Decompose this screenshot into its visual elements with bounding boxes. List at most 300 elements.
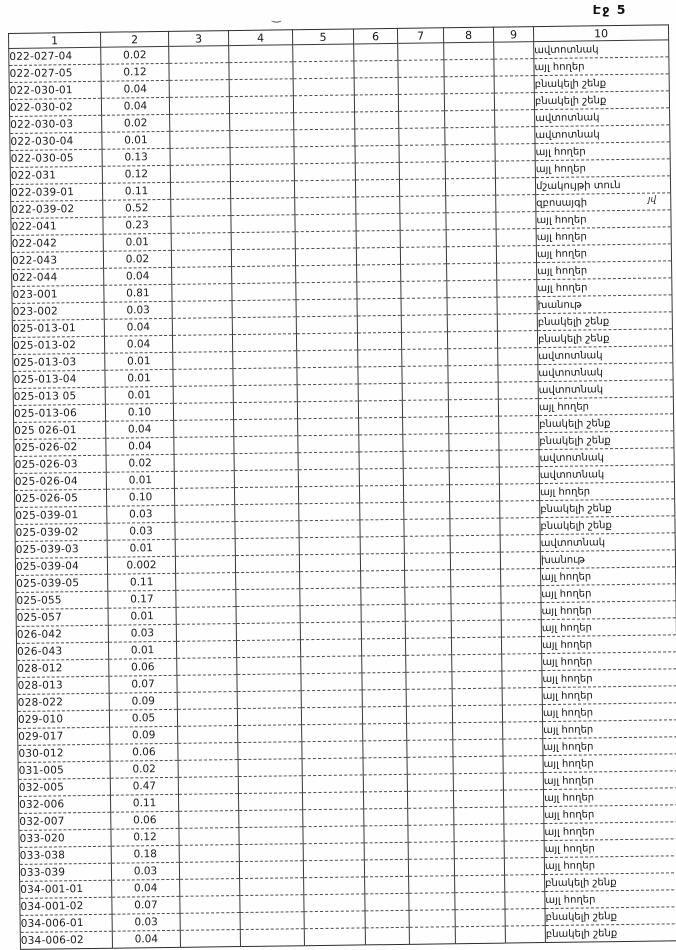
cell-land-use: ավտոտնակ	[538, 380, 673, 399]
cell-parcel-code: 025-026-02	[14, 438, 106, 456]
cell-empty	[360, 553, 404, 571]
cell-area-value: 0.01	[108, 607, 176, 625]
cell-parcel-code: 022-039-01	[10, 183, 102, 201]
cell-empty	[175, 522, 235, 540]
cell-area-value: 0.12	[111, 828, 179, 846]
cell-empty	[364, 825, 408, 843]
cell-area-value: 0.07	[109, 675, 177, 693]
cell-parcel-code: 034-001-01	[20, 880, 112, 898]
cell-empty	[501, 586, 541, 604]
cell-empty	[178, 760, 238, 778]
cell-land-use: բնակելի շենք	[540, 516, 675, 535]
cell-empty	[172, 301, 232, 319]
cell-land-use: այլ հողեր	[541, 601, 676, 620]
cell-empty	[169, 97, 229, 115]
cell-empty	[365, 893, 409, 911]
cell-area-value: 0.05	[109, 709, 177, 727]
cell-area-value: 0.09	[109, 692, 177, 710]
cell-empty	[234, 419, 298, 437]
cell-empty	[495, 178, 535, 196]
cell-empty	[172, 335, 232, 353]
cell-empty	[293, 78, 354, 96]
cell-empty	[299, 503, 360, 521]
cell-area-value: 0.03	[107, 505, 175, 523]
cell-empty	[304, 928, 365, 946]
cell-empty	[301, 690, 362, 708]
cell-area-value: 0.02	[101, 46, 169, 64]
cell-empty	[294, 112, 355, 130]
cell-empty	[399, 128, 445, 146]
cell-empty	[360, 536, 404, 554]
cell-empty	[454, 824, 504, 842]
cell-land-use: այլ հողեր	[542, 686, 676, 705]
cell-empty	[504, 807, 544, 825]
cell-land-use: այլ հողեր	[536, 210, 671, 229]
cell-area-value: 0.12	[101, 63, 169, 81]
cell-empty	[498, 365, 538, 383]
cell-empty	[174, 420, 234, 438]
cell-empty	[405, 638, 451, 656]
cell-empty	[303, 826, 364, 844]
cell-parcel-code: 025-026-03	[14, 455, 106, 473]
cell-empty	[301, 707, 362, 725]
cell-area-value: 0.11	[110, 794, 178, 812]
cell-parcel-code: 022-042	[11, 234, 103, 252]
cell-area-value: 0.04	[101, 80, 169, 98]
cell-empty	[232, 317, 296, 335]
cell-parcel-code: 030-012	[18, 744, 110, 762]
cell-empty	[402, 349, 448, 367]
cell-empty	[402, 383, 448, 401]
cell-parcel-code: 025-039-03	[15, 540, 107, 558]
cell-parcel-code: 032-007	[19, 812, 111, 830]
cell-empty	[502, 654, 542, 672]
cell-empty	[169, 80, 229, 98]
cell-parcel-code: 033-039	[19, 863, 111, 881]
cell-empty	[406, 706, 452, 724]
cell-empty	[237, 708, 301, 726]
cell-empty	[301, 673, 362, 691]
cell-empty	[453, 756, 503, 774]
column-header: 5	[292, 29, 353, 45]
cell-parcel-code: 025-013-02	[12, 336, 104, 354]
cell-land-use: այլ հողեր	[542, 652, 676, 671]
cell-empty	[177, 709, 237, 727]
cell-empty	[298, 486, 359, 504]
cell-area-value: 0.04	[106, 437, 174, 455]
cell-empty	[496, 195, 536, 213]
cell-empty	[361, 604, 405, 622]
cell-area-value: 0.03	[104, 301, 172, 319]
cell-land-use: բնակելի շենք	[537, 329, 672, 348]
cell-empty	[407, 774, 453, 792]
cell-empty	[407, 723, 453, 741]
cell-empty	[363, 723, 407, 741]
cell-empty	[495, 127, 535, 145]
cell-empty	[237, 691, 301, 709]
cell-empty	[354, 43, 398, 61]
cell-empty	[455, 875, 505, 893]
cell-empty	[447, 280, 497, 298]
cell-empty	[455, 909, 505, 927]
table-body	[9, 40, 676, 950]
cell-empty	[296, 265, 357, 283]
cell-empty	[178, 777, 238, 795]
cell-empty	[401, 332, 447, 350]
cell-empty	[234, 436, 298, 454]
cell-empty	[302, 775, 363, 793]
cell-empty	[398, 60, 444, 78]
cell-empty	[303, 809, 364, 827]
cell-empty	[449, 416, 499, 434]
cell-empty	[239, 844, 303, 862]
cell-land-use: այլ հողեր	[534, 57, 669, 76]
cell-empty	[300, 605, 361, 623]
cell-empty	[449, 484, 499, 502]
cell-empty	[234, 470, 298, 488]
cell-parcel-code: 034-001-02	[20, 897, 112, 915]
cell-land-use: այլ հողեր	[545, 890, 676, 909]
cell-parcel-code: 025-039-05	[16, 574, 108, 592]
cell-area-value: 0.002	[107, 556, 175, 574]
cell-empty	[357, 298, 401, 316]
cell-empty	[301, 656, 362, 674]
cell-empty	[449, 433, 499, 451]
cell-area-value: 0.02	[102, 114, 170, 132]
cell-empty	[500, 552, 540, 570]
cell-empty	[361, 587, 405, 605]
cell-empty	[455, 892, 505, 910]
cell-empty	[232, 334, 296, 352]
cell-empty	[240, 878, 304, 896]
cell-empty	[364, 859, 408, 877]
cell-empty	[405, 621, 451, 639]
cell-empty	[401, 315, 447, 333]
cell-empty	[356, 213, 400, 231]
cell-empty	[497, 263, 537, 281]
column-header: 6	[353, 28, 397, 44]
cell-empty	[357, 315, 401, 333]
cell-empty	[448, 399, 498, 417]
cell-empty	[501, 620, 541, 638]
cell-empty	[361, 638, 405, 656]
cell-area-value: 0.06	[109, 658, 177, 676]
cell-empty	[295, 197, 356, 215]
cell-empty	[236, 640, 300, 658]
cell-area-value: 0.01	[102, 131, 170, 149]
cell-empty	[300, 622, 361, 640]
cell-land-use: ավտոտնակ	[538, 363, 673, 382]
cell-empty	[362, 706, 406, 724]
cell-empty	[400, 230, 446, 248]
cell-land-use: այլ հողեր	[538, 397, 673, 416]
cell-empty	[235, 538, 299, 556]
cell-empty	[296, 282, 357, 300]
cell-land-use: բնակելի շենք	[534, 74, 669, 93]
cell-parcel-code: 022-039-02	[11, 200, 103, 218]
cell-empty	[233, 351, 297, 369]
cell-empty	[398, 94, 444, 112]
cell-empty	[357, 264, 401, 282]
cell-empty	[229, 62, 293, 80]
cell-area-value: 0.04	[104, 335, 172, 353]
cell-empty	[170, 182, 230, 200]
cell-empty	[355, 145, 399, 163]
cell-empty	[445, 144, 495, 162]
cell-empty	[505, 875, 545, 893]
cell-empty	[171, 216, 231, 234]
cell-empty	[409, 893, 455, 911]
cell-empty	[499, 467, 539, 485]
cell-empty	[359, 485, 403, 503]
cell-empty	[359, 417, 403, 435]
cell-empty	[496, 212, 536, 230]
cell-empty	[452, 671, 502, 689]
cell-area-value: 0.10	[106, 488, 174, 506]
cell-empty	[231, 232, 295, 250]
cell-area-value: 0.01	[108, 641, 176, 659]
cell-empty	[505, 926, 545, 944]
cell-land-use: այլ հողեր	[541, 584, 676, 603]
cell-empty	[298, 418, 359, 436]
cell-area-value: 0.81	[104, 284, 172, 302]
cell-empty	[402, 400, 448, 418]
cell-land-use: մշակույթի տուն	[535, 176, 670, 195]
cell-empty	[296, 333, 357, 351]
cell-empty	[300, 571, 361, 589]
cell-empty	[500, 535, 540, 553]
cell-empty	[299, 554, 360, 572]
cell-land-use: այլ հողեր	[544, 839, 676, 858]
cell-area-value: 0.01	[103, 233, 171, 251]
cell-empty	[294, 180, 355, 198]
cell-land-use: այլ հողեր	[543, 754, 676, 773]
cell-empty	[409, 910, 455, 928]
cell-empty	[230, 130, 294, 148]
cell-parcel-code: 025-013-03	[13, 353, 105, 371]
cell-area-value: 0.04	[104, 318, 172, 336]
cell-empty	[354, 60, 398, 78]
cell-area-value: 0.06	[110, 743, 178, 761]
cell-empty	[293, 61, 354, 79]
cell-empty	[170, 114, 230, 132]
cell-empty	[408, 842, 454, 860]
cell-empty	[364, 842, 408, 860]
cell-area-value: 0.04	[104, 267, 172, 285]
cell-empty	[502, 671, 542, 689]
cell-empty	[445, 110, 495, 128]
cell-area-value: 0.47	[110, 777, 178, 795]
cell-empty	[403, 417, 449, 435]
cell-parcel-code: 025-013 05	[13, 387, 105, 405]
cell-parcel-code: 025-013-01	[12, 319, 104, 337]
cell-empty	[405, 570, 451, 588]
cell-empty	[494, 42, 534, 60]
cell-land-use: ավտոտնակ	[534, 40, 669, 59]
cell-empty	[179, 862, 239, 880]
cell-empty	[174, 471, 234, 489]
cell-land-use: այլ հողեր	[535, 159, 670, 178]
cell-empty	[177, 658, 237, 676]
column-header: 10	[533, 25, 668, 42]
cell-empty	[451, 637, 501, 655]
cell-land-use: այլ հողեր	[542, 703, 676, 722]
cell-parcel-code: 034-006-01	[20, 914, 112, 932]
cell-empty	[303, 860, 364, 878]
cell-parcel-code: 023-001	[12, 285, 104, 303]
cell-empty	[401, 298, 447, 316]
column-header: 3	[168, 31, 228, 47]
cell-empty	[294, 129, 355, 147]
cell-empty	[499, 484, 539, 502]
cell-empty	[360, 502, 404, 520]
cell-parcel-code: 022-030-01	[9, 81, 101, 99]
cell-empty	[237, 674, 301, 692]
cell-empty	[356, 230, 400, 248]
cell-empty	[175, 556, 235, 574]
cell-empty	[498, 348, 538, 366]
cell-empty	[408, 859, 454, 877]
cell-empty	[499, 416, 539, 434]
cell-empty	[355, 179, 399, 197]
cell-empty	[405, 604, 451, 622]
cell-empty	[361, 621, 405, 639]
cell-empty	[361, 570, 405, 588]
cell-empty	[303, 843, 364, 861]
cell-empty	[304, 877, 365, 895]
cell-empty	[359, 434, 403, 452]
cell-empty	[294, 146, 355, 164]
cell-empty	[355, 111, 399, 129]
cell-empty	[499, 433, 539, 451]
cell-parcel-code: 022-030-03	[10, 115, 102, 133]
cell-empty	[179, 828, 239, 846]
cell-parcel-code: 028-012	[17, 659, 109, 677]
cell-empty	[406, 655, 452, 673]
cell-parcel-code: 022-027-04	[9, 47, 101, 65]
cell-empty	[448, 382, 498, 400]
cell-empty	[501, 603, 541, 621]
cell-empty	[446, 195, 496, 213]
cell-empty	[236, 589, 300, 607]
cell-empty	[180, 913, 240, 931]
cell-empty	[409, 927, 455, 945]
cell-empty	[293, 95, 354, 113]
cell-empty	[293, 44, 354, 62]
column-header: 1	[9, 32, 101, 48]
cell-empty	[402, 366, 448, 384]
cell-land-use: այլ հողեր	[544, 856, 676, 875]
cell-empty	[178, 743, 238, 761]
cell-land-use: այլ հողեր	[541, 618, 676, 637]
cell-empty	[231, 249, 295, 267]
cell-area-value: 0.11	[102, 182, 170, 200]
cell-empty	[172, 318, 232, 336]
cell-land-use: բնակելի շենք	[540, 499, 675, 518]
scan-artifact-squiggle: ‿	[272, 10, 281, 23]
cell-empty	[404, 519, 450, 537]
cell-empty	[297, 401, 358, 419]
cell-empty	[176, 573, 236, 591]
cell-empty	[180, 930, 240, 948]
cell-land-use: այլ հողեր	[537, 278, 672, 297]
cell-land-use: ավտոտնակ	[540, 533, 675, 552]
cell-empty	[180, 896, 240, 914]
cell-empty	[300, 639, 361, 657]
cell-empty	[497, 331, 537, 349]
cell-empty	[405, 587, 451, 605]
cell-empty	[452, 654, 502, 672]
cell-empty	[304, 894, 365, 912]
cell-empty	[363, 774, 407, 792]
cell-empty	[451, 603, 501, 621]
cell-empty	[444, 42, 494, 60]
cell-empty	[177, 675, 237, 693]
cell-empty	[502, 705, 542, 723]
cell-land-use: այլ հողեր	[536, 227, 671, 246]
cell-land-use: զբոսայգի	[536, 193, 671, 212]
cell-empty	[356, 247, 400, 265]
cell-empty	[176, 624, 236, 642]
cell-empty	[232, 266, 296, 284]
cell-empty	[403, 468, 449, 486]
cell-empty	[409, 876, 455, 894]
cell-empty	[356, 196, 400, 214]
cell-parcel-code: 025-026-05	[14, 489, 106, 507]
cell-empty	[399, 179, 445, 197]
cell-empty	[403, 451, 449, 469]
cell-empty	[451, 586, 501, 604]
cell-land-use: այլ հողեր	[536, 244, 671, 263]
cell-empty	[399, 145, 445, 163]
cell-empty	[502, 688, 542, 706]
cell-empty	[406, 689, 452, 707]
cell-empty	[363, 757, 407, 775]
cell-land-use: այլ հողեր	[544, 805, 676, 824]
cell-land-use: ավտոտնակ	[535, 108, 670, 127]
cell-empty	[239, 827, 303, 845]
cell-empty	[238, 742, 302, 760]
cell-empty	[180, 879, 240, 897]
cell-empty	[503, 756, 543, 774]
cell-parcel-code: 028-022	[17, 693, 109, 711]
cell-empty	[503, 722, 543, 740]
cell-empty	[231, 198, 295, 216]
cell-empty	[447, 314, 497, 332]
cell-empty	[407, 791, 453, 809]
cell-empty	[176, 607, 236, 625]
cell-empty	[451, 620, 501, 638]
cell-empty	[447, 331, 497, 349]
cell-empty	[452, 705, 502, 723]
cell-land-use: ավտոտնակ	[538, 346, 673, 365]
cell-parcel-code: 029-010	[17, 710, 109, 728]
cell-empty	[300, 588, 361, 606]
cell-empty	[401, 281, 447, 299]
cell-empty	[360, 519, 404, 537]
cell-land-use: այլ հողեր	[535, 142, 670, 161]
cell-empty	[400, 213, 446, 231]
cell-empty	[453, 790, 503, 808]
page-number-label: Էջ 5	[592, 2, 627, 17]
cell-parcel-code: 032-005	[18, 778, 110, 796]
cell-empty	[365, 876, 409, 894]
cell-empty	[501, 569, 541, 587]
cell-empty	[445, 178, 495, 196]
cell-empty	[503, 739, 543, 757]
cell-area-value: 0.02	[106, 454, 174, 472]
cell-empty	[451, 569, 501, 587]
